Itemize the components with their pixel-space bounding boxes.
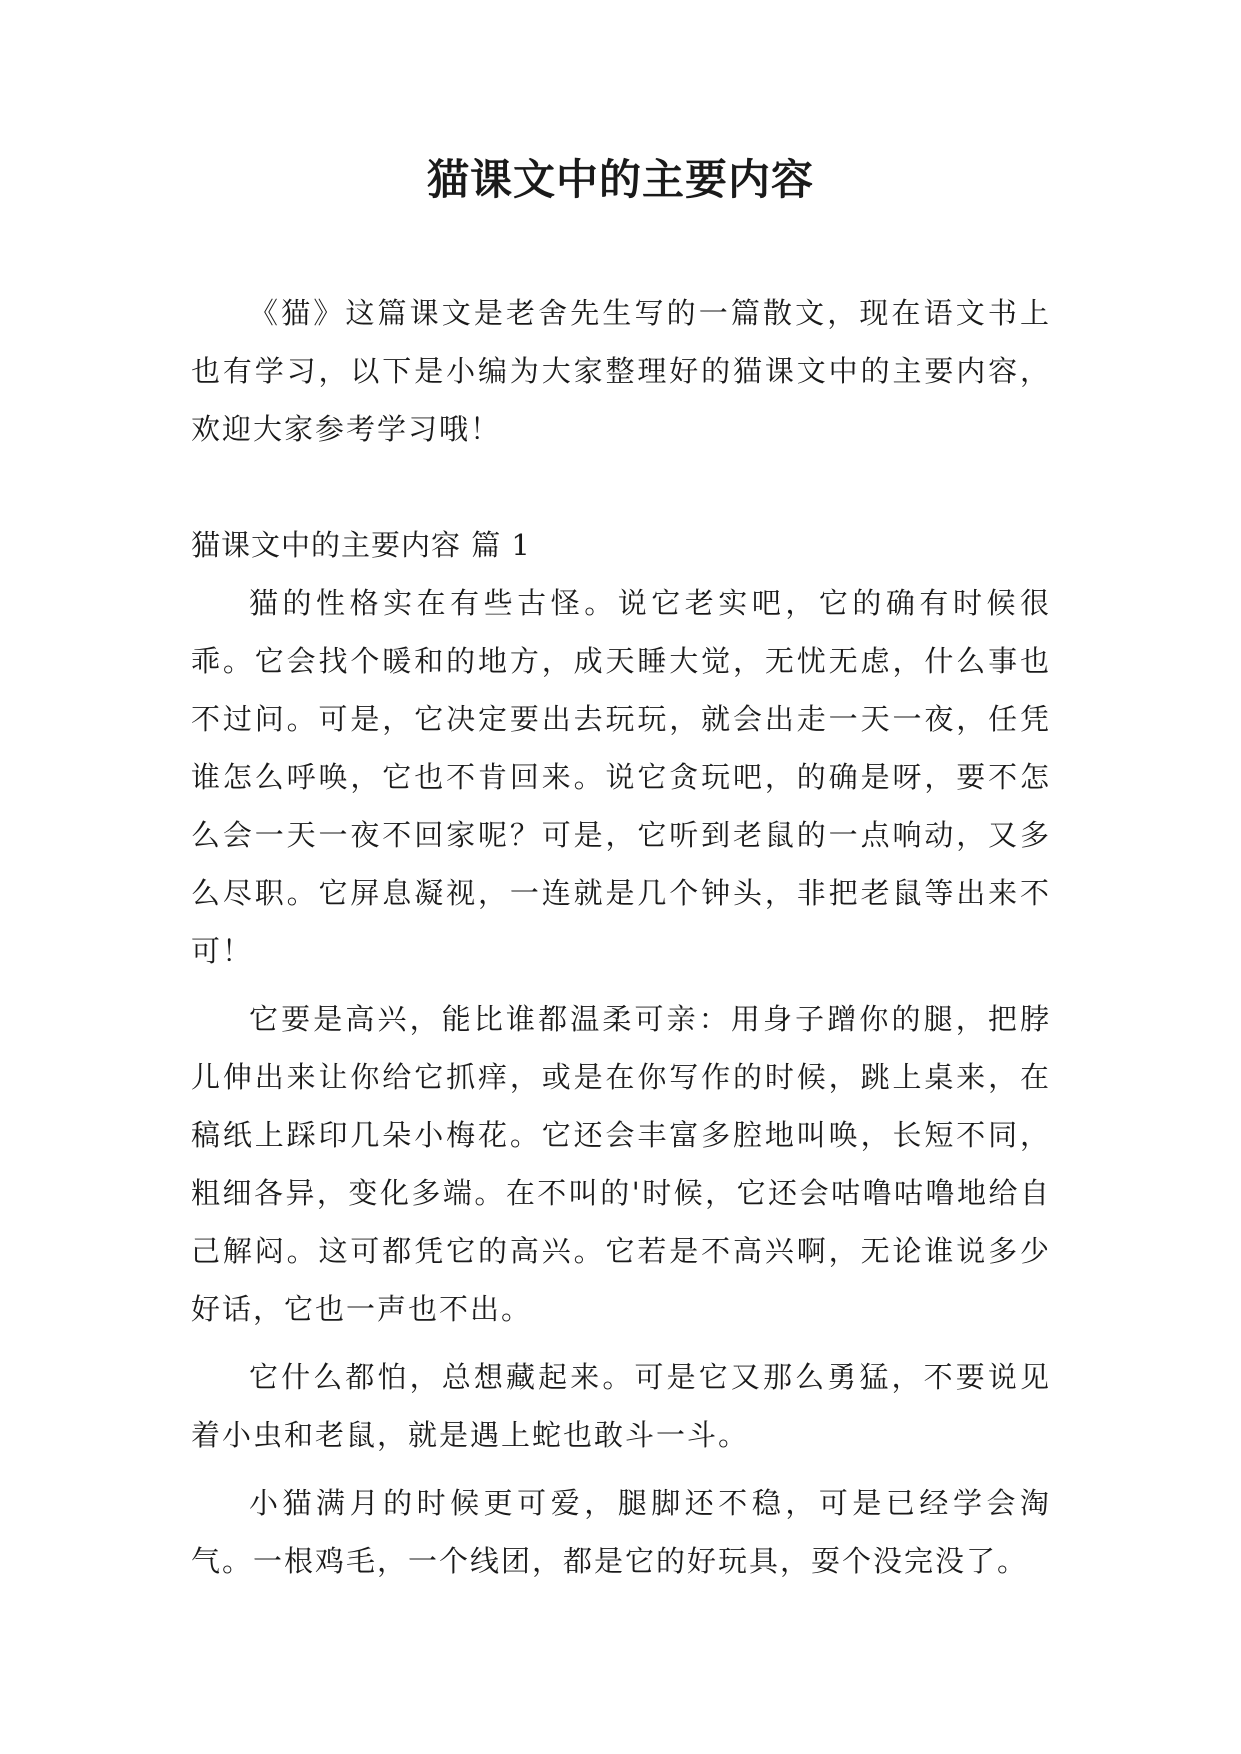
body-paragraph-2: 它要是高兴，能比谁都温柔可亲：用身子蹭你的腿，把脖儿伸出来让你给它抓痒，或是在你写作的时候，跳上桌来，在稿纸上踩印几朵小梅花。它还会丰富多腔地叫唤，长短不同，粗细各异，变化多端。在不叫的'时候，它还会咕噜咕噜地给自己解闷。这可都凭它的高兴。它若是不高兴啊，无论谁说多少好话，它也一声也不出。 xyxy=(191,1002,1051,1326)
document-body xyxy=(191,284,1051,1590)
section-heading: 猫课文中的主要内容 篇 1 xyxy=(191,528,531,562)
intro-paragraph: 《猫》这篇课文是老舍先生写的一篇散文，现在语文书上也有学习，以下是小编为大家整理好的猫课文中的主要内容，欢迎大家参考学习哦！ xyxy=(191,296,1051,446)
body-paragraph-1: 猫的性格实在有些古怪。说它老实吧，它的确有时候很乖。它会找个暖和的地方，成天睡大觉，无忧无虑，什么事也不过问。可是，它决定要出去玩玩，就会出走一天一夜，任凭谁怎么呼唤，它也不肯回来。说它贪玩吧，的确是呀，要不怎么会一天一夜不回家呢？可是，它听到老鼠的一点响动，又多么尽职。它屏息凝视，一连就是几个钟头，非把老鼠等出来不可！ xyxy=(191,586,1051,968)
body-paragraph-4: 小猫满月的时候更可爱，腿脚还不稳，可是已经学会淘气。一根鸡毛，一个线团，都是它的好玩具，耍个没完没了。 xyxy=(191,1486,1051,1578)
document-title: 猫课文中的主要内容 xyxy=(426,155,814,204)
body-paragraph-3: 它什么都怕，总想藏起来。可是它又那么勇猛，不要说见着小虫和老鼠，就是遇上蛇也敢斗一斗。 xyxy=(191,1360,1051,1452)
